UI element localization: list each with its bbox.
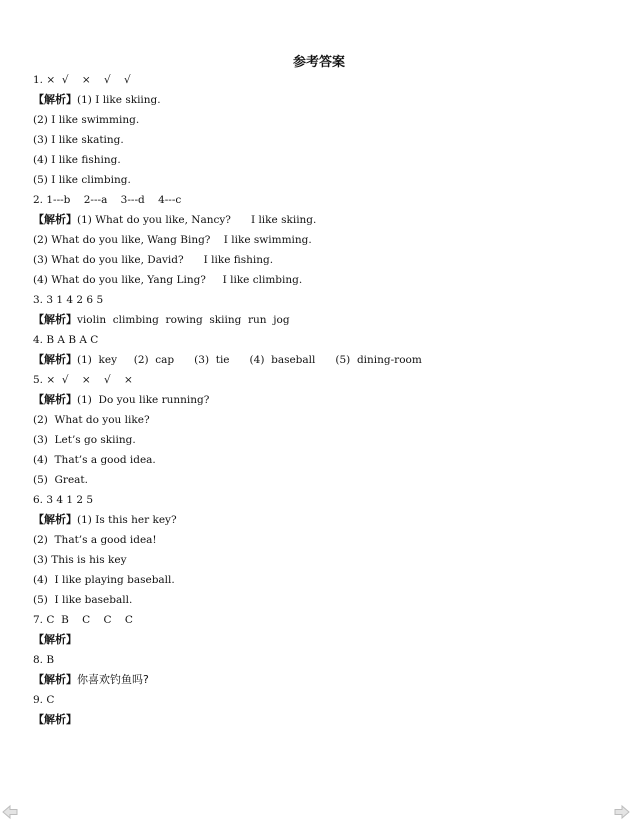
answer-line [33, 453, 156, 467]
line-text: (5) I like baseball. [33, 594, 133, 606]
answer-line [33, 693, 54, 707]
answer-line [33, 493, 93, 507]
answer-line [33, 153, 121, 167]
line-text: (3) Let’s go skiing. [33, 434, 136, 446]
line-text: (1) What do you like, Nancy? I like skiing. [77, 214, 317, 226]
answer-line [33, 373, 133, 387]
answer-line [33, 133, 124, 147]
line-text: 1. × √ × √ √ [33, 74, 131, 86]
line-text: 7. C B C C C [33, 614, 133, 626]
line-text: (2) That’s a good idea! [33, 534, 157, 546]
line-text: (4) I like fishing. [33, 154, 121, 166]
line-text: (2) I like swimming. [33, 114, 140, 126]
analysis-line [33, 513, 177, 527]
line-text: 8. B [33, 654, 55, 666]
analysis-tag: 【解析】 [33, 713, 77, 726]
line-text: 6. 3 4 1 2 5 [33, 494, 94, 506]
answer-line [33, 653, 54, 667]
analysis-line [33, 213, 316, 227]
line-text: violin climbing rowing skiing run jog [77, 314, 290, 326]
line-text: 5. × √ × √ × [33, 374, 133, 386]
line-text: (2) What do you like? [33, 414, 150, 426]
line-text: (3) What do you like, David? I like fishing. [33, 254, 274, 266]
line-text: (5) Great. [33, 474, 88, 486]
answer-line [33, 593, 132, 607]
answer-line [33, 573, 175, 587]
line-text: 2. 1---b 2---a 3---d 4---c [33, 194, 182, 206]
analysis-line [33, 353, 422, 367]
analysis-tag: 【解析】 [33, 313, 77, 326]
line-text: 你喜欢钓鱼吗? [77, 673, 149, 686]
line-text: (1) key (2) cap (3) tie (4) baseball (5) dining-room [77, 354, 422, 366]
analysis-tag: 【解析】 [33, 673, 77, 686]
analysis-line [33, 713, 77, 727]
answer-line [33, 613, 133, 627]
arrow-left-icon[interactable] [2, 804, 18, 820]
answer-line [33, 413, 150, 427]
line-text: (1) I like skiing. [77, 94, 161, 106]
line-text: (4) I like playing baseball. [33, 574, 175, 586]
answer-line [33, 193, 181, 207]
analysis-tag: 【解析】 [33, 93, 77, 106]
analysis-line [33, 673, 149, 687]
page-title: 参考答案 [292, 55, 345, 70]
line-text: (4) That’s a good idea. [33, 454, 156, 466]
analysis-tag: 【解析】 [33, 353, 77, 366]
answer-line [33, 73, 131, 87]
answer-line [33, 333, 98, 347]
answer-line [33, 473, 88, 487]
analysis-line [33, 313, 290, 327]
line-text: 4. B A B A C [33, 334, 99, 346]
line-text: (1) Do you like running? [77, 394, 210, 406]
answer-line [33, 273, 302, 287]
analysis-tag: 【解析】 [33, 633, 77, 646]
analysis-line [33, 633, 77, 647]
line-text: (5) I like climbing. [33, 174, 131, 186]
answer-line [33, 113, 139, 127]
answer-line [33, 173, 131, 187]
line-text: 9. C [33, 694, 55, 706]
analysis-line [33, 93, 161, 107]
answer-line [33, 433, 136, 447]
analysis-tag: 【解析】 [33, 213, 77, 226]
line-text: (2) What do you like, Wang Bing? I like swimming. [33, 234, 312, 246]
line-text: (4) What do you like, Yang Ling? I like climbing. [33, 274, 303, 286]
line-text: (3) I like skating. [33, 134, 124, 146]
line-text: (1) Is this her key? [77, 514, 177, 526]
answer-line [33, 233, 312, 247]
analysis-tag: 【解析】 [33, 393, 77, 406]
answer-line [33, 533, 157, 547]
line-text: (3) This is his key [33, 554, 127, 566]
analysis-line [33, 393, 209, 407]
line-text: 3. 3 1 4 2 6 5 [33, 294, 104, 306]
answer-line [33, 293, 103, 307]
answer-line [33, 553, 127, 567]
arrow-right-icon[interactable] [614, 804, 630, 820]
analysis-tag: 【解析】 [33, 513, 77, 526]
answer-line [33, 253, 273, 267]
